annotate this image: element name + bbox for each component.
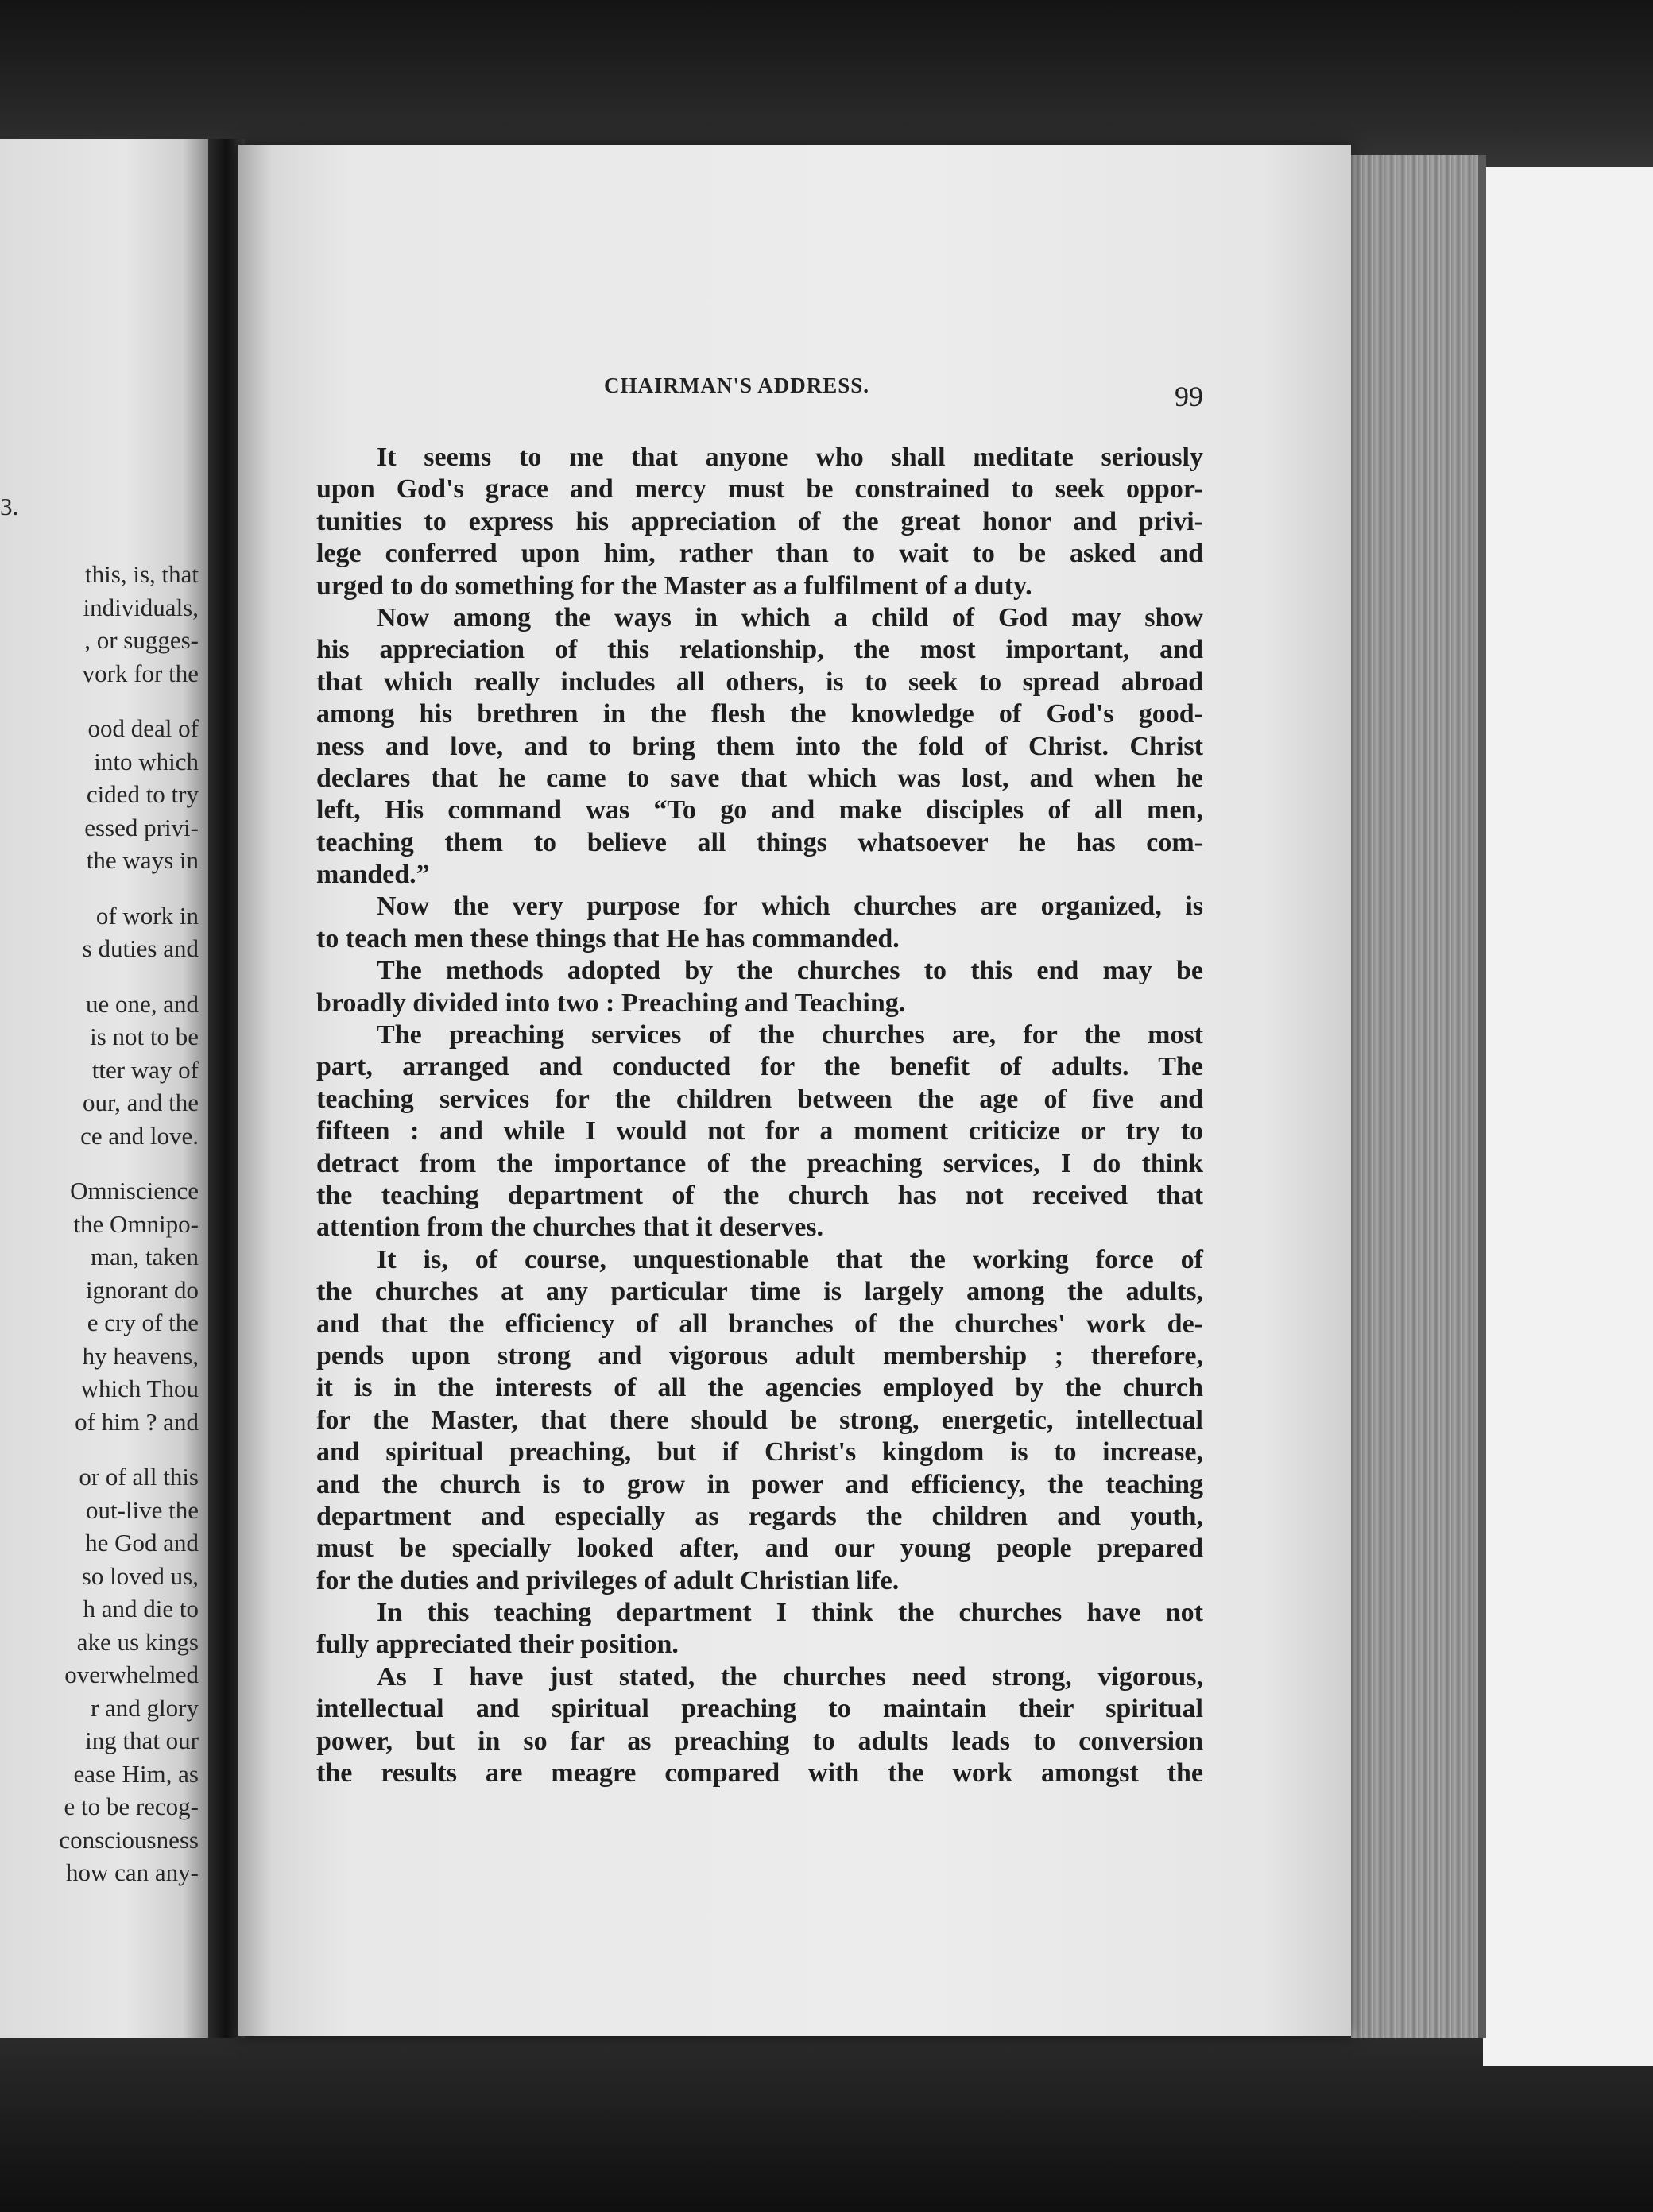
text-line: ness and love, and to bring them into the fold of Christ. Christ <box>316 731 1203 761</box>
text-line: In this teaching department I think the churches have not <box>377 1598 1203 1628</box>
text-line: left, His command was “To go and make disciples of all men, <box>316 795 1203 826</box>
text-line: and the church is to grow in power and efficiency, the teaching <box>316 1469 1203 1499</box>
left-line: ease Him, as <box>73 1759 199 1788</box>
text-line: the churches at any particular time is largely among the adults, <box>316 1277 1203 1307</box>
text-line: attention from the churches that it deserves. <box>316 1212 824 1243</box>
left-page-mark: 3. <box>0 493 19 520</box>
text-line: declares that he came to save that which was lost, and when he <box>316 763 1203 793</box>
text-line: part, arranged and conducted for the benefit of adults. The <box>316 1052 1203 1082</box>
left-line: tter way of <box>91 1055 199 1084</box>
left-line: our, and the <box>83 1089 199 1116</box>
text-line: for the Master, that there should be strong, energetic, intellectual <box>316 1405 1203 1435</box>
text-line: It seems to me that anyone who shall meditate seriously <box>377 443 1203 472</box>
text-line: and that the efficiency of all branches of the churches' work de- <box>316 1309 1203 1339</box>
left-line: ignorant do <box>85 1275 199 1304</box>
left-line: is not to be <box>90 1023 199 1050</box>
left-line: of work in <box>95 901 199 930</box>
left-line: the ways in <box>86 846 199 874</box>
text-line: teaching them to believe all things whatsoever he has com- <box>316 827 1203 857</box>
left-line-gap <box>0 965 199 988</box>
text-line: broadly divided into two : Preaching and Teaching. <box>316 988 906 1018</box>
text-line: pends upon strong and vigorous adult membership ; therefore, <box>316 1340 1203 1371</box>
left-line: s duties and <box>82 934 199 962</box>
text-line: to teach men these things that He has commanded. <box>316 923 900 953</box>
left-line: hy heavens, <box>82 1341 199 1370</box>
background-bottom <box>0 2013 1653 2212</box>
left-line: which Thou <box>80 1375 199 1402</box>
text-line: manded.” <box>316 860 430 890</box>
left-line: into which <box>94 747 199 775</box>
text-line: for the duties and privileges of adult Christian life. <box>316 1565 900 1595</box>
page-number: 99 <box>1175 381 1203 412</box>
left-line: e cry of the <box>87 1309 199 1336</box>
text-line: the results are meagre compared with the work amongst the <box>316 1758 1203 1789</box>
left-line: Omniscience <box>70 1177 199 1205</box>
left-facing-page <box>0 139 208 2038</box>
text-line: must be specially looked after, and our young people prepared <box>316 1533 1203 1564</box>
left-line: how can any- <box>66 1858 199 1886</box>
white-backing-card <box>1483 167 1653 2066</box>
text-line: it is in the interests of all the agencies employed by the church <box>316 1373 1203 1403</box>
left-line: vork for the <box>82 659 199 687</box>
text-line: The preaching services of the churches are, for the most <box>377 1020 1203 1050</box>
text-line: As I have just stated, the churches need strong, vigorous, <box>377 1661 1203 1692</box>
left-line: he God and <box>85 1529 199 1557</box>
text-line: It is, of course, unquestionable that the working force of <box>377 1244 1203 1274</box>
left-page-text <box>0 558 199 1889</box>
text-line: teaching services for the children between the age of five and <box>316 1084 1203 1114</box>
left-line: or of all this <box>79 1463 199 1491</box>
page-edges <box>1351 155 1486 2038</box>
left-line: individuals, <box>83 593 199 621</box>
left-line: essed privi- <box>84 813 199 841</box>
text-line: urged to do something for the Master as a fulfilment of a duty. <box>316 570 1032 601</box>
left-line: r and glory <box>90 1693 199 1722</box>
left-line: out-live the <box>85 1495 199 1524</box>
left-line: man, taken <box>90 1243 199 1270</box>
text-line: intellectual and spiritual preaching to maintain their spiritual <box>316 1694 1203 1724</box>
text-line: his appreciation of this relationship, the most important, and <box>316 635 1203 665</box>
left-line-gap <box>0 1438 199 1460</box>
left-line: the Omnipo- <box>73 1209 199 1238</box>
text-line: among his brethren in the flesh the knowledge of God's good- <box>316 699 1203 729</box>
left-line: , or sugges- <box>84 626 199 654</box>
left-line: h and die to <box>83 1595 199 1622</box>
text-line: The methods adopted by the churches to this end may be <box>377 956 1203 986</box>
body-text <box>316 442 1203 1789</box>
left-line-gap <box>0 1152 199 1174</box>
text-line: fifteen : and while I would not for a moment criticize or try to <box>316 1116 1203 1147</box>
left-line-gap <box>0 690 199 712</box>
text-line: that which really includes all others, is to seek to spread abroad <box>316 667 1203 697</box>
left-line: overwhelmed <box>64 1661 199 1688</box>
left-line: this, is, that <box>85 560 199 588</box>
text-line: tunities to express his appreciation of the great honor and privi- <box>316 506 1203 536</box>
text-line: and spiritual preaching, but if Christ's kingdom is to increase, <box>316 1437 1203 1468</box>
left-line: so loved us, <box>81 1561 199 1590</box>
left-line-gap <box>0 877 199 899</box>
left-line: of him ? and <box>75 1407 199 1436</box>
left-line: consciousness <box>59 1825 199 1854</box>
left-line: ue one, and <box>85 989 199 1018</box>
text-line: power, but in so far as preaching to adults leads to conversion <box>316 1726 1203 1756</box>
left-line: cided to try <box>86 780 199 808</box>
text-line: Now among the ways in which a child of God may show <box>377 602 1203 632</box>
left-line: ake us kings <box>76 1627 199 1656</box>
text-line: lege conferred upon him, rather than to wait to be asked and <box>316 539 1203 569</box>
text-line: upon God's grace and mercy must be constrained to seek oppor- <box>316 474 1203 505</box>
text-line: department and especially as regards the children and youth, <box>316 1501 1203 1531</box>
text-line: Now the very purpose for which churches are organized, is <box>377 891 1203 922</box>
left-line: ing that our <box>85 1727 199 1754</box>
left-line: ce and love. <box>80 1121 199 1150</box>
left-line: ood deal of <box>87 714 199 742</box>
text-line: fully appreciated their position. <box>316 1630 679 1660</box>
text-line: detract from the importance of the preaching services, I do think <box>316 1148 1203 1178</box>
text-line: the teaching department of the church has not received that <box>316 1180 1203 1210</box>
left-line: e to be recog- <box>64 1792 199 1820</box>
running-head: CHAIRMAN'S ADDRESS. <box>604 373 870 397</box>
